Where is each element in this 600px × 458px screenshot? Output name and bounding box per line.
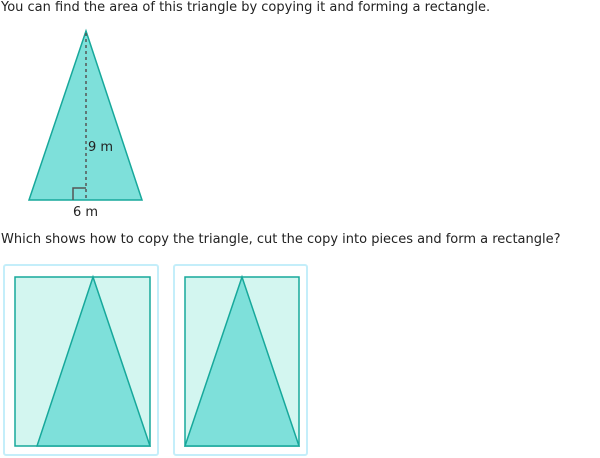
triangle: [29, 31, 142, 200]
base-label: 6 m: [73, 205, 99, 220]
choice-1-figure: [5, 266, 161, 458]
answer-choice-2[interactable]: [173, 264, 308, 456]
height-label: 9 m: [88, 140, 114, 155]
answer-choice-1[interactable]: [3, 264, 159, 456]
question-text: Which shows how to copy the triangle, cut the copy into pieces and form a rectangle?: [1, 232, 561, 247]
prompt-text: You can find the area of this triangle by copying it and forming a rectangle.: [1, 0, 491, 15]
choice-2-figure: [175, 266, 310, 458]
